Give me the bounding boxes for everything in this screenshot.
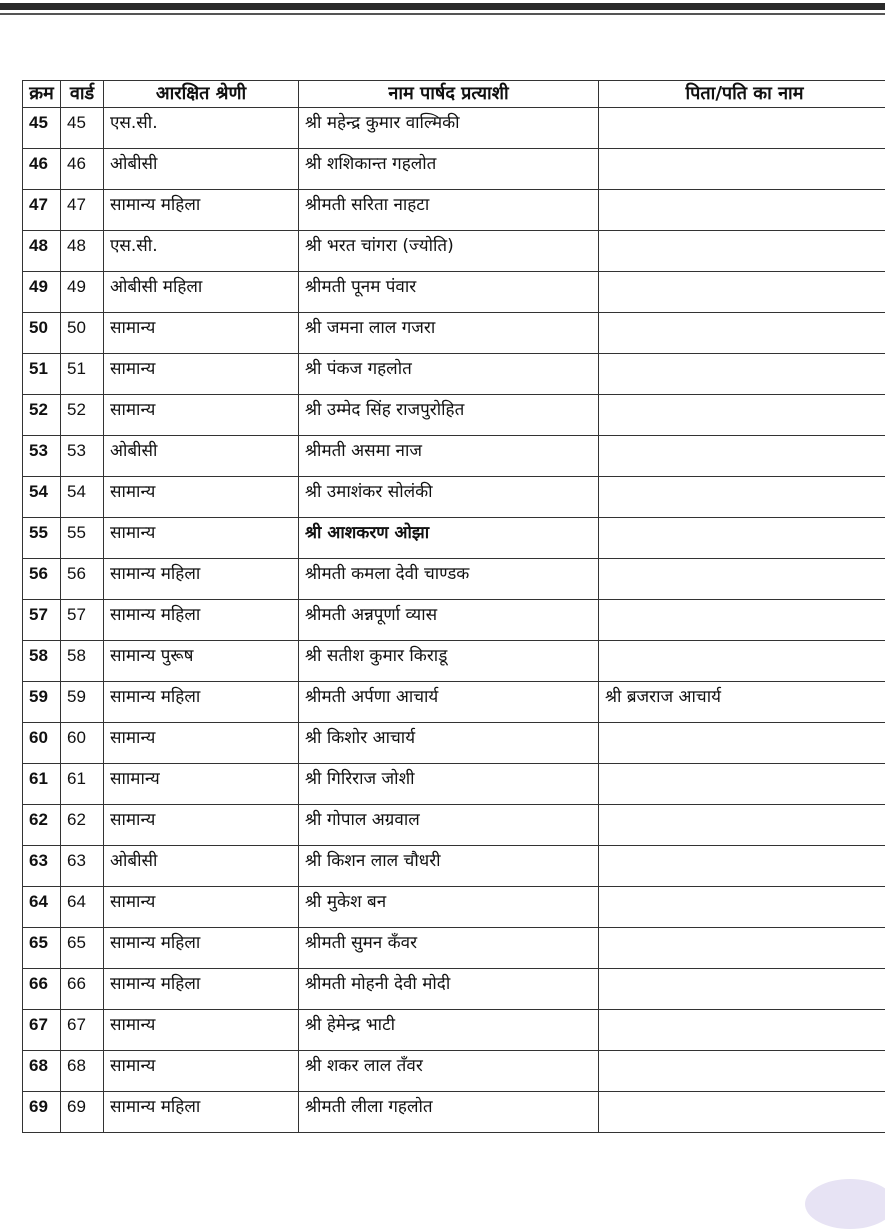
cell-ward: 57 bbox=[61, 600, 104, 641]
cell-candidate: श्री महेन्द्र कुमार वाल्मिकी bbox=[299, 108, 599, 149]
cell-candidate: श्रीमती अन्नपूर्णा व्यास bbox=[299, 600, 599, 641]
cell-category: सामान्य महिला bbox=[104, 682, 299, 723]
table-row bbox=[23, 518, 885, 559]
table-row bbox=[23, 313, 885, 354]
cell-category: सामान्य bbox=[104, 354, 299, 395]
cell-relation bbox=[599, 395, 885, 436]
header-serial: क्रम bbox=[23, 81, 61, 108]
cell-candidate: श्री उमाशंकर सोलंकी bbox=[299, 477, 599, 518]
table-row bbox=[23, 354, 885, 395]
table-row bbox=[23, 846, 885, 887]
table-row bbox=[23, 149, 885, 190]
table-row bbox=[23, 559, 885, 600]
cell-relation bbox=[599, 928, 885, 969]
cell-relation bbox=[599, 764, 885, 805]
cell-candidate: श्रीमती असमा नाज bbox=[299, 436, 599, 477]
cell-serial: 51 bbox=[23, 354, 61, 395]
cell-serial: 61 bbox=[23, 764, 61, 805]
cell-candidate: श्री किशन लाल चौधरी bbox=[299, 846, 599, 887]
header-category: आरक्षित श्रेणी bbox=[104, 81, 299, 108]
cell-category: सामान्य महिला bbox=[104, 969, 299, 1010]
table-row bbox=[23, 108, 885, 149]
cell-category: सामान्य bbox=[104, 1010, 299, 1051]
table-row bbox=[23, 928, 885, 969]
cell-relation bbox=[599, 887, 885, 928]
table-row bbox=[23, 1051, 885, 1092]
header-ward: वार्ड bbox=[61, 81, 104, 108]
cell-candidate: श्री पंकज गहलोत bbox=[299, 354, 599, 395]
cell-relation bbox=[599, 313, 885, 354]
cell-ward: 63 bbox=[61, 846, 104, 887]
cell-relation bbox=[599, 559, 885, 600]
cell-ward: 55 bbox=[61, 518, 104, 559]
cell-ward: 64 bbox=[61, 887, 104, 928]
table-row bbox=[23, 1092, 885, 1133]
cell-category: सामान्य महिला bbox=[104, 928, 299, 969]
cell-relation: श्री ब्रजराज आचार्य bbox=[599, 682, 885, 723]
cell-candidate: श्री गोपाल अग्रवाल bbox=[299, 805, 599, 846]
cell-serial: 54 bbox=[23, 477, 61, 518]
cell-category: सामान्य bbox=[104, 313, 299, 354]
cell-relation bbox=[599, 477, 885, 518]
cell-relation bbox=[599, 272, 885, 313]
cell-ward: 53 bbox=[61, 436, 104, 477]
cell-category: सामान्य bbox=[104, 723, 299, 764]
table-row bbox=[23, 682, 885, 723]
cell-category: सामान्य bbox=[104, 477, 299, 518]
cell-serial: 68 bbox=[23, 1051, 61, 1092]
cell-relation bbox=[599, 969, 885, 1010]
cell-ward: 48 bbox=[61, 231, 104, 272]
cell-candidate: श्री किशोर आचार्य bbox=[299, 723, 599, 764]
cell-relation bbox=[599, 600, 885, 641]
cell-serial: 52 bbox=[23, 395, 61, 436]
cell-relation bbox=[599, 1092, 885, 1133]
cell-category: सामान्य महिला bbox=[104, 600, 299, 641]
cell-serial: 65 bbox=[23, 928, 61, 969]
cell-serial: 48 bbox=[23, 231, 61, 272]
cell-category: सामान्य bbox=[104, 887, 299, 928]
cell-candidate: श्री सतीश कुमार किराडू bbox=[299, 641, 599, 682]
cell-serial: 62 bbox=[23, 805, 61, 846]
cell-category: सामान्य महिला bbox=[104, 190, 299, 231]
table-row bbox=[23, 805, 885, 846]
cell-category: सामान्य महिला bbox=[104, 559, 299, 600]
top-border-rule-thin bbox=[0, 13, 885, 15]
cell-category: ओबीसी bbox=[104, 436, 299, 477]
cell-serial: 50 bbox=[23, 313, 61, 354]
cell-serial: 53 bbox=[23, 436, 61, 477]
cell-ward: 69 bbox=[61, 1092, 104, 1133]
cell-candidate: श्री शकर लाल तँवर bbox=[299, 1051, 599, 1092]
header-relation: पिता/पति का नाम bbox=[599, 81, 885, 108]
cell-ward: 62 bbox=[61, 805, 104, 846]
cell-relation bbox=[599, 518, 885, 559]
cell-ward: 68 bbox=[61, 1051, 104, 1092]
cell-category: साामान्य bbox=[104, 764, 299, 805]
cell-candidate: श्रीमती सरिता नाहटा bbox=[299, 190, 599, 231]
table-row bbox=[23, 764, 885, 805]
cell-ward: 50 bbox=[61, 313, 104, 354]
cell-candidate: श्री उम्मेद सिंह राजपुरोहित bbox=[299, 395, 599, 436]
cell-relation bbox=[599, 354, 885, 395]
cell-serial: 58 bbox=[23, 641, 61, 682]
cell-serial: 59 bbox=[23, 682, 61, 723]
table-row bbox=[23, 436, 885, 477]
cell-serial: 45 bbox=[23, 108, 61, 149]
cell-relation bbox=[599, 641, 885, 682]
cell-relation bbox=[599, 231, 885, 272]
cell-candidate: श्री भरत चांगरा (ज्योति) bbox=[299, 231, 599, 272]
table-row bbox=[23, 190, 885, 231]
cell-ward: 52 bbox=[61, 395, 104, 436]
table-row bbox=[23, 272, 885, 313]
cell-relation bbox=[599, 1010, 885, 1051]
cell-ward: 59 bbox=[61, 682, 104, 723]
cell-relation bbox=[599, 108, 885, 149]
cell-ward: 61 bbox=[61, 764, 104, 805]
top-border-rule bbox=[0, 3, 885, 10]
cell-category: एस.सी. bbox=[104, 231, 299, 272]
cell-candidate: श्रीमती कमला देवी चाण्डक bbox=[299, 559, 599, 600]
cell-category: ओबीसी महिला bbox=[104, 272, 299, 313]
cell-serial: 57 bbox=[23, 600, 61, 641]
cell-ward: 56 bbox=[61, 559, 104, 600]
cell-ward: 45 bbox=[61, 108, 104, 149]
cell-ward: 58 bbox=[61, 641, 104, 682]
cell-category: सामान्य bbox=[104, 518, 299, 559]
cell-category: सामान्य महिला bbox=[104, 1092, 299, 1133]
cell-category: सामान्य bbox=[104, 395, 299, 436]
cell-serial: 46 bbox=[23, 149, 61, 190]
cell-serial: 47 bbox=[23, 190, 61, 231]
cell-relation bbox=[599, 436, 885, 477]
cell-category: सामान्य पुरूष bbox=[104, 641, 299, 682]
cell-category: सामान्य bbox=[104, 1051, 299, 1092]
cell-relation bbox=[599, 190, 885, 231]
cell-ward: 47 bbox=[61, 190, 104, 231]
cell-serial: 55 bbox=[23, 518, 61, 559]
cell-ward: 65 bbox=[61, 928, 104, 969]
cell-relation bbox=[599, 723, 885, 764]
cell-candidate: श्री हेमेन्द्र भाटी bbox=[299, 1010, 599, 1051]
cell-category: ओबीसी bbox=[104, 846, 299, 887]
cell-candidate: श्री आशकरण ओझा bbox=[299, 518, 599, 559]
cell-serial: 69 bbox=[23, 1092, 61, 1133]
cell-relation bbox=[599, 149, 885, 190]
cell-serial: 56 bbox=[23, 559, 61, 600]
cell-serial: 63 bbox=[23, 846, 61, 887]
cell-relation bbox=[599, 805, 885, 846]
cell-category: ओबीसी bbox=[104, 149, 299, 190]
cell-candidate: श्रीमती मोहनी देवी मोदी bbox=[299, 969, 599, 1010]
cell-category: एस.सी. bbox=[104, 108, 299, 149]
cell-ward: 67 bbox=[61, 1010, 104, 1051]
table-row bbox=[23, 887, 885, 928]
cell-ward: 51 bbox=[61, 354, 104, 395]
cell-serial: 60 bbox=[23, 723, 61, 764]
corner-overlay bbox=[805, 1179, 885, 1229]
cell-serial: 64 bbox=[23, 887, 61, 928]
cell-candidate: श्री शशिकान्त गहलोत bbox=[299, 149, 599, 190]
header-candidate: नाम पार्षद प्रत्याशी bbox=[299, 81, 599, 108]
cell-ward: 66 bbox=[61, 969, 104, 1010]
cell-candidate: श्रीमती लीला गहलोत bbox=[299, 1092, 599, 1133]
table-header-row bbox=[23, 81, 885, 108]
candidate-table bbox=[22, 80, 885, 1133]
cell-candidate: श्रीमती पूनम पंवार bbox=[299, 272, 599, 313]
cell-relation bbox=[599, 846, 885, 887]
table-row bbox=[23, 231, 885, 272]
cell-ward: 49 bbox=[61, 272, 104, 313]
table-row bbox=[23, 477, 885, 518]
table-row bbox=[23, 600, 885, 641]
cell-candidate: श्री मुकेश बन bbox=[299, 887, 599, 928]
cell-serial: 66 bbox=[23, 969, 61, 1010]
table-row bbox=[23, 641, 885, 682]
table-row bbox=[23, 1010, 885, 1051]
table-row bbox=[23, 969, 885, 1010]
cell-candidate: श्रीमती अर्पणा आचार्य bbox=[299, 682, 599, 723]
cell-ward: 60 bbox=[61, 723, 104, 764]
cell-ward: 54 bbox=[61, 477, 104, 518]
table-body bbox=[23, 108, 885, 1133]
cell-ward: 46 bbox=[61, 149, 104, 190]
table-row bbox=[23, 395, 885, 436]
cell-candidate: श्री गिरिराज जोशी bbox=[299, 764, 599, 805]
cell-relation bbox=[599, 1051, 885, 1092]
cell-candidate: श्रीमती सुमन कँवर bbox=[299, 928, 599, 969]
cell-serial: 67 bbox=[23, 1010, 61, 1051]
cell-candidate: श्री जमना लाल गजरा bbox=[299, 313, 599, 354]
cell-serial: 49 bbox=[23, 272, 61, 313]
table-row bbox=[23, 723, 885, 764]
cell-category: सामान्य bbox=[104, 805, 299, 846]
